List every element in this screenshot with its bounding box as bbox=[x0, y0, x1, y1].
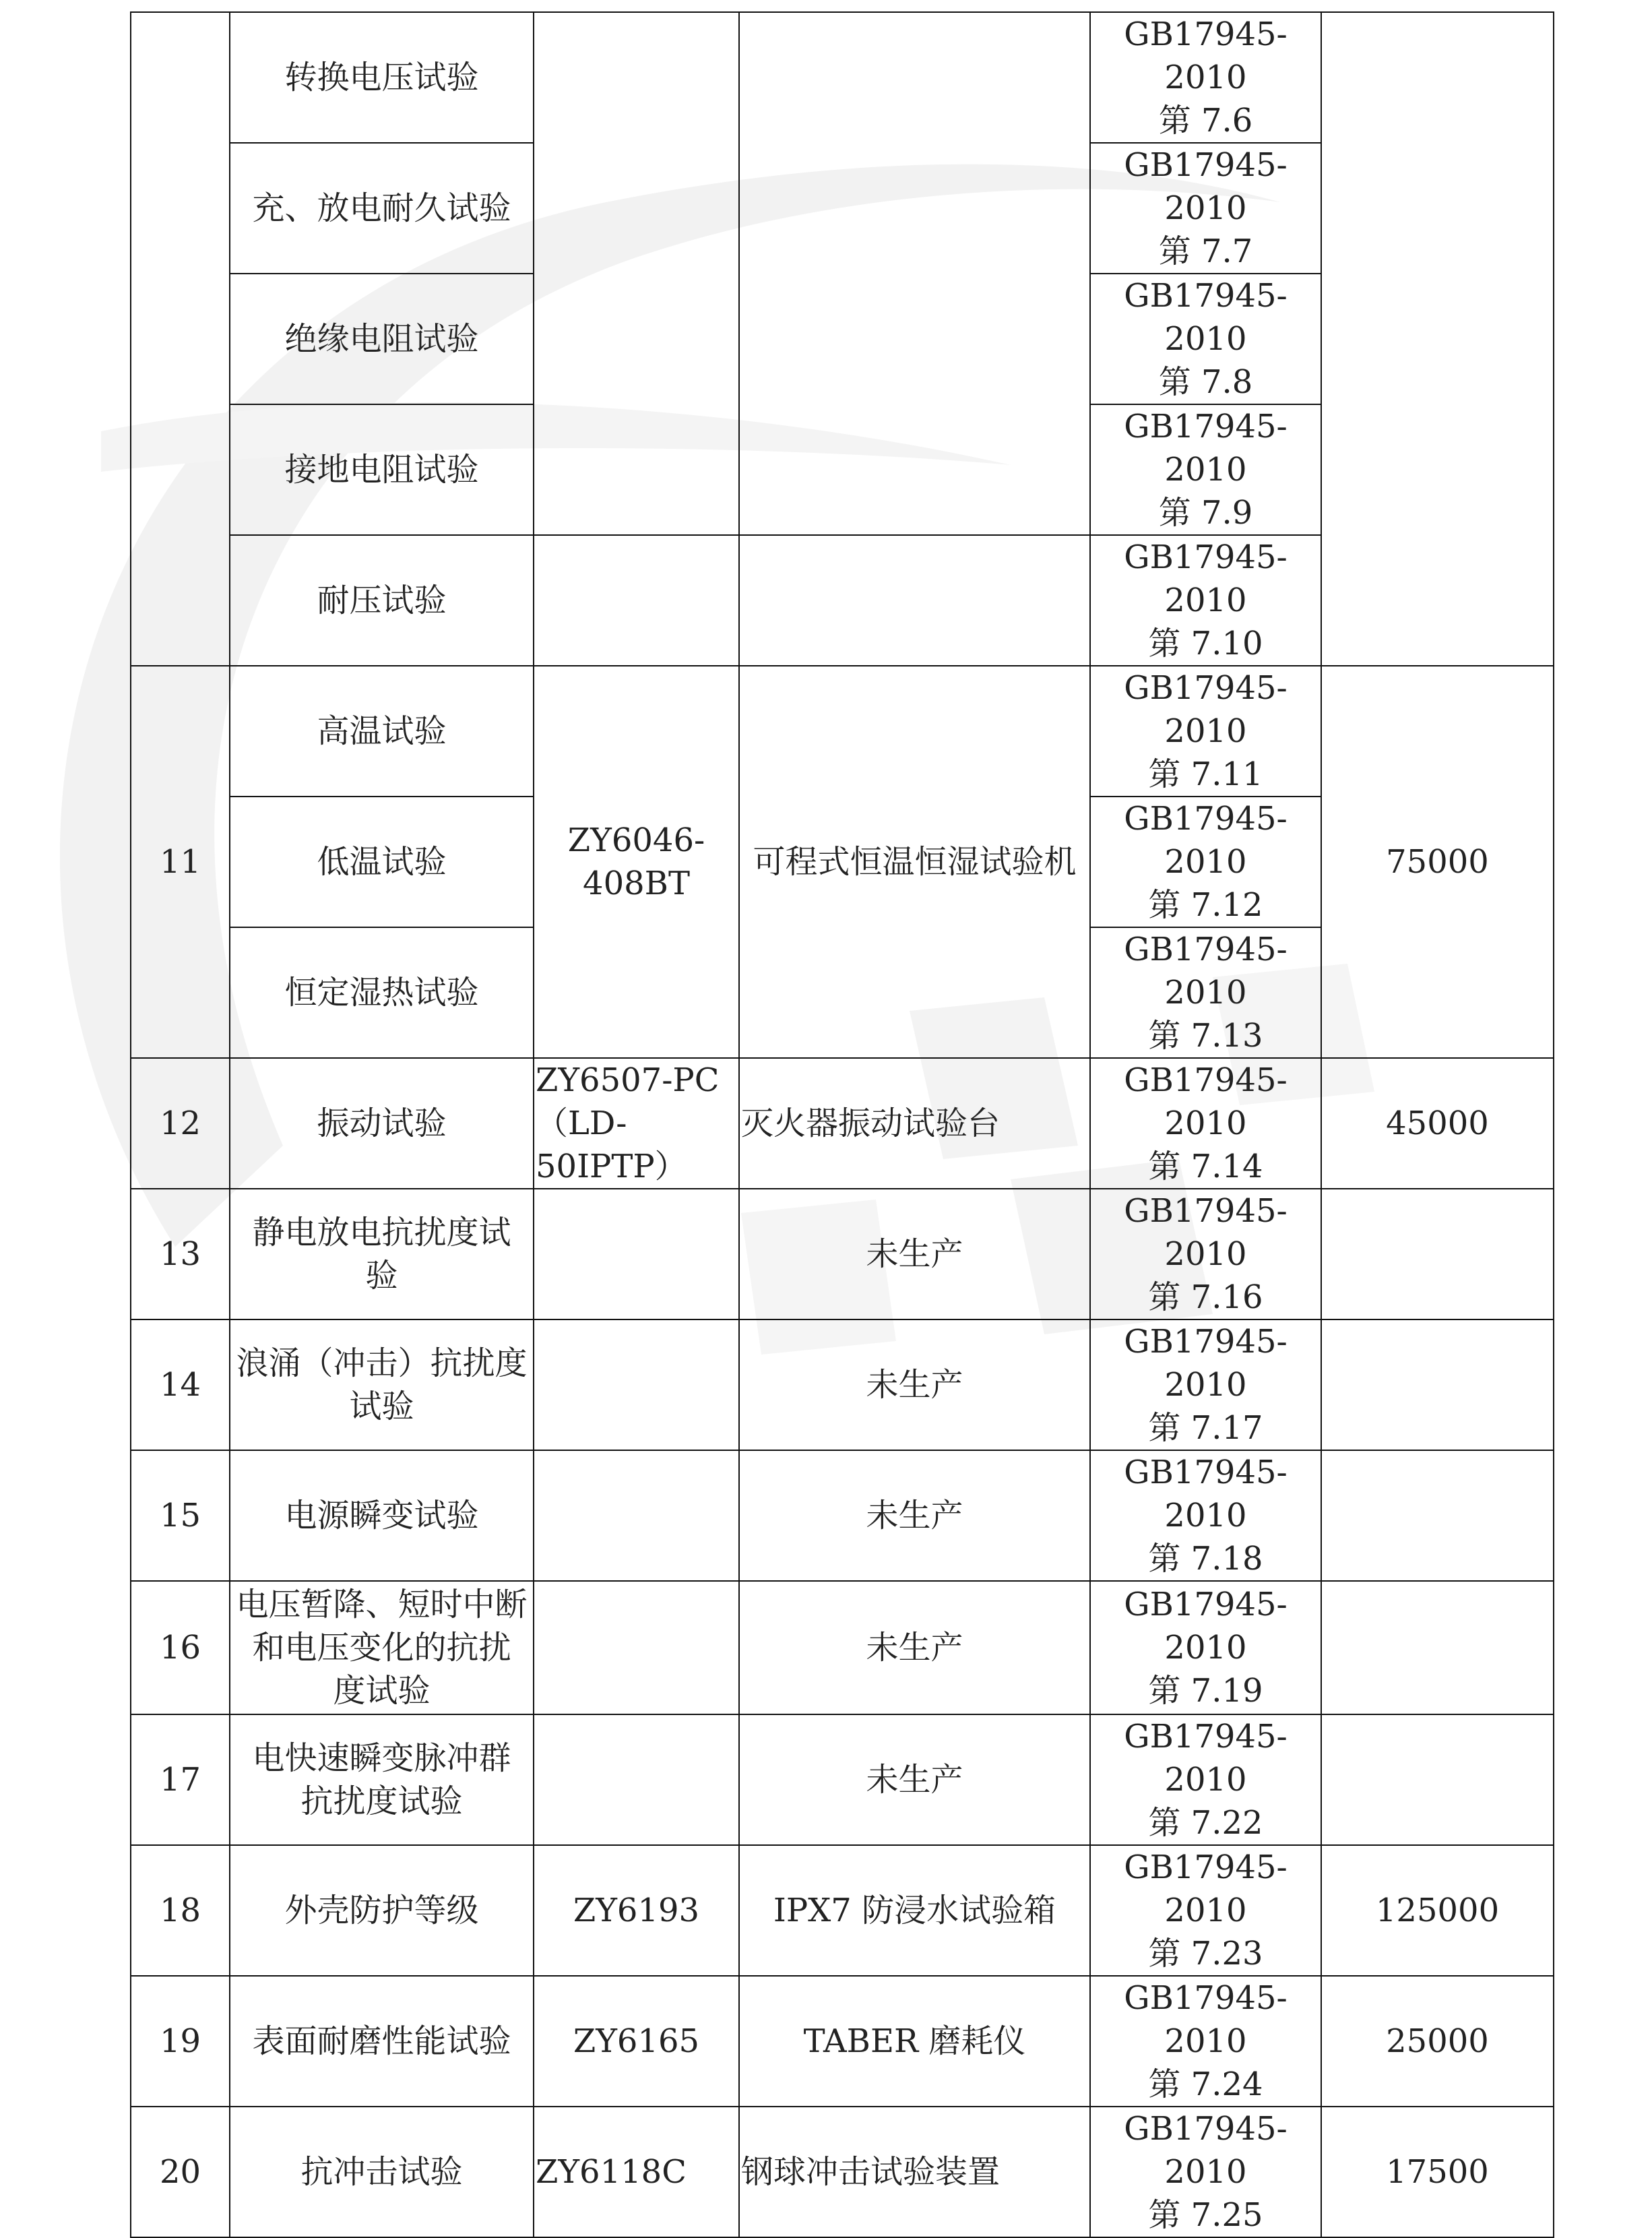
table-row bbox=[131, 1845, 1554, 1976]
test-item: 表面耐磨性能试验 bbox=[230, 1976, 534, 2107]
row-number: 13 bbox=[131, 1189, 230, 1319]
table-row bbox=[131, 1189, 1554, 1319]
equipment-model: ZY6046-408BT bbox=[534, 666, 739, 1058]
row-number: 17 bbox=[131, 1714, 230, 1845]
equipment-name: IPX7 防浸水试验箱 bbox=[739, 1845, 1090, 1976]
price bbox=[1321, 1714, 1554, 1845]
table-row bbox=[131, 1058, 1554, 1189]
row-number: 12 bbox=[131, 1058, 230, 1189]
table-row bbox=[131, 1976, 1554, 2107]
standard-clause: GB17945-2010 第 7.18 bbox=[1090, 1450, 1321, 1581]
equipment-name: 可程式恒温恒湿试验机 bbox=[739, 666, 1090, 1058]
price bbox=[1321, 1189, 1554, 1319]
equipment-model: ZY6507-PC （LD-50IPTP） bbox=[534, 1058, 739, 1189]
equipment-name: 钢球冲击试验装置 bbox=[739, 2107, 1090, 2237]
standard-clause: GB17945-2010 第 7.16 bbox=[1090, 1189, 1321, 1319]
equipment-model bbox=[534, 1581, 739, 1714]
standard-clause: GB17945-2010 第 7.25 bbox=[1090, 2107, 1321, 2237]
row-number: 19 bbox=[131, 1976, 230, 2107]
table-row bbox=[131, 12, 1554, 143]
standard-clause: GB17945-2010 第 7.7 bbox=[1090, 143, 1321, 274]
table-row bbox=[131, 2107, 1554, 2237]
equipment-name: 未生产 bbox=[739, 1189, 1090, 1319]
equipment-model: ZY6165 bbox=[534, 1976, 739, 2107]
test-equipment-table bbox=[130, 11, 1554, 2238]
standard-clause: GB17945-2010 第 7.14 bbox=[1090, 1058, 1321, 1189]
standard-clause: GB17945-2010 第 7.22 bbox=[1090, 1714, 1321, 1845]
test-item: 充、放电耐久试验 bbox=[230, 143, 534, 274]
test-item: 静电放电抗扰度试 验 bbox=[230, 1189, 534, 1319]
row-number: 16 bbox=[131, 1581, 230, 1714]
equipment-name: 未生产 bbox=[739, 1581, 1090, 1714]
equipment-name bbox=[739, 12, 1090, 535]
standard-clause: GB17945-2010 第 7.23 bbox=[1090, 1845, 1321, 1976]
test-item: 浪涌（冲击）抗扰度 试验 bbox=[230, 1319, 534, 1450]
price: 75000 bbox=[1321, 666, 1554, 1058]
equipment-model bbox=[534, 535, 739, 666]
row-number: 11 bbox=[131, 666, 230, 1058]
standard-clause: GB17945-2010 第 7.8 bbox=[1090, 274, 1321, 404]
price: 25000 bbox=[1321, 1976, 1554, 2107]
test-item: 振动试验 bbox=[230, 1058, 534, 1189]
table-row bbox=[131, 666, 1554, 797]
table-row bbox=[131, 1450, 1554, 1581]
standard-clause: GB17945-2010 第 7.19 bbox=[1090, 1581, 1321, 1714]
table-row bbox=[131, 1581, 1554, 1714]
equipment-model: ZY6118C bbox=[534, 2107, 739, 2237]
test-item: 低温试验 bbox=[230, 797, 534, 927]
price: 125000 bbox=[1321, 1845, 1554, 1976]
standard-clause: GB17945-2010 第 7.12 bbox=[1090, 797, 1321, 927]
equipment-name: 未生产 bbox=[739, 1319, 1090, 1450]
equipment-name: 灭火器振动试验台 bbox=[739, 1058, 1090, 1189]
standard-clause: GB17945-2010 第 7.17 bbox=[1090, 1319, 1321, 1450]
row-number: 20 bbox=[131, 2107, 230, 2237]
standard-clause: GB17945-2010 第 7.10 bbox=[1090, 535, 1321, 666]
equipment-model bbox=[534, 1189, 739, 1319]
test-item: 外壳防护等级 bbox=[230, 1845, 534, 1976]
standard-clause: GB17945-2010 第 7.9 bbox=[1090, 404, 1321, 535]
test-item: 转换电压试验 bbox=[230, 12, 534, 143]
equipment-model bbox=[534, 1714, 739, 1845]
test-item: 耐压试验 bbox=[230, 535, 534, 666]
price bbox=[1321, 1319, 1554, 1450]
row-number bbox=[131, 12, 230, 666]
row-number: 15 bbox=[131, 1450, 230, 1581]
price: 17500 bbox=[1321, 2107, 1554, 2237]
equipment-name: TABER 磨耗仪 bbox=[739, 1976, 1090, 2107]
equipment-model: ZY6193 bbox=[534, 1845, 739, 1976]
equipment-name: 未生产 bbox=[739, 1714, 1090, 1845]
standard-clause: GB17945-2010 第 7.6 bbox=[1090, 12, 1321, 143]
standard-clause: GB17945-2010 第 7.24 bbox=[1090, 1976, 1321, 2107]
test-item: 高温试验 bbox=[230, 666, 534, 797]
standard-clause: GB17945-2010 第 7.13 bbox=[1090, 927, 1321, 1058]
row-number: 14 bbox=[131, 1319, 230, 1450]
standard-clause: GB17945-2010 第 7.11 bbox=[1090, 666, 1321, 797]
price bbox=[1321, 12, 1554, 666]
test-item: 恒定湿热试验 bbox=[230, 927, 534, 1058]
table-row bbox=[131, 1714, 1554, 1845]
test-item: 接地电阻试验 bbox=[230, 404, 534, 535]
equipment-model bbox=[534, 1450, 739, 1581]
equipment-name: 未生产 bbox=[739, 1450, 1090, 1581]
equipment-model bbox=[534, 12, 739, 535]
test-item: 绝缘电阻试验 bbox=[230, 274, 534, 404]
equipment-model bbox=[534, 1319, 739, 1450]
price: 45000 bbox=[1321, 1058, 1554, 1189]
table-row bbox=[131, 1319, 1554, 1450]
row-number: 18 bbox=[131, 1845, 230, 1976]
test-item: 抗冲击试验 bbox=[230, 2107, 534, 2237]
equipment-name bbox=[739, 535, 1090, 666]
price bbox=[1321, 1450, 1554, 1581]
test-item: 电压暂降、短时中断 和电压变化的抗扰 度试验 bbox=[230, 1581, 534, 1714]
price bbox=[1321, 1581, 1554, 1714]
test-item: 电快速瞬变脉冲群 抗扰度试验 bbox=[230, 1714, 534, 1845]
test-item: 电源瞬变试验 bbox=[230, 1450, 534, 1581]
